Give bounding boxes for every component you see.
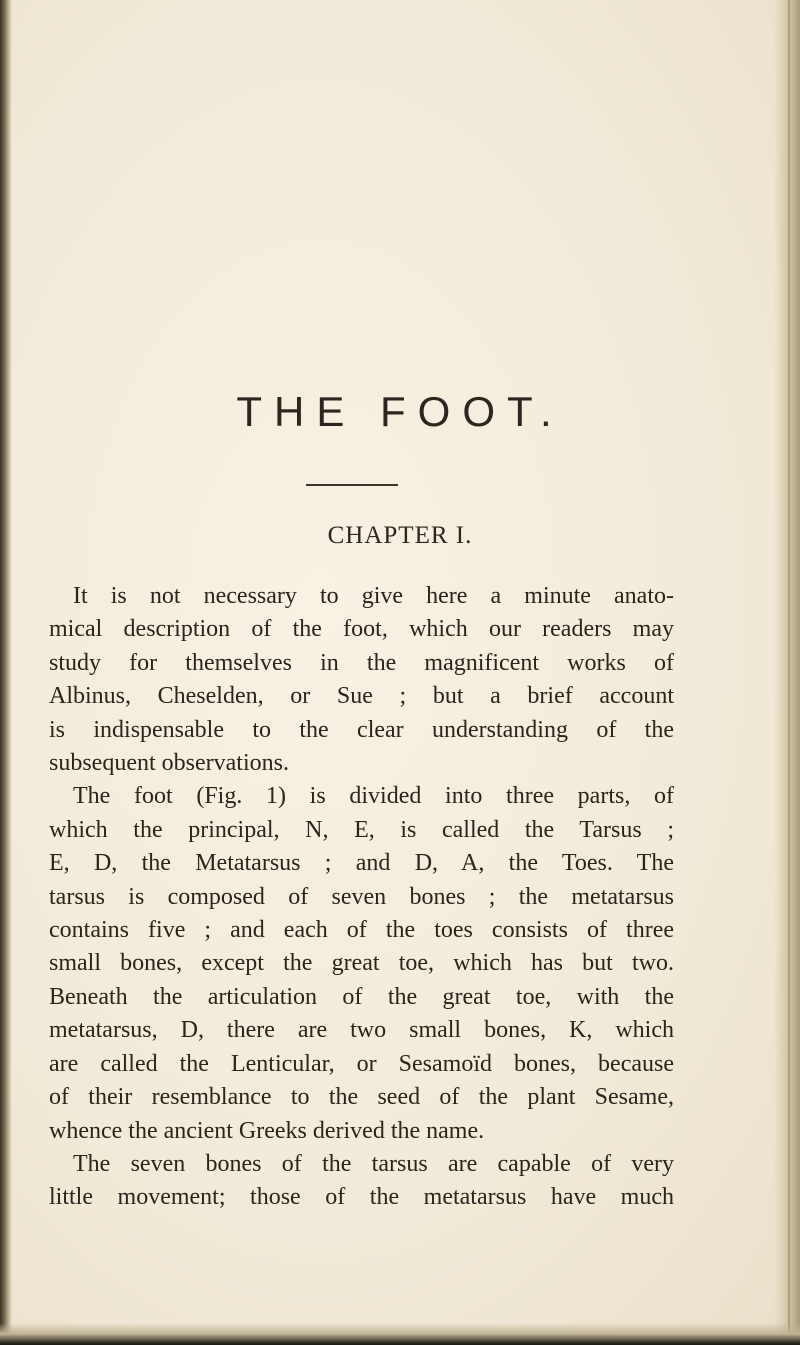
- text-line: E, D, the Metatarsus ; and D, A, the Toes. The: [49, 850, 674, 877]
- text-line: contains five ; and each of the toes consists of three: [49, 917, 674, 944]
- text-line: The foot (Fig. 1) is divided into three parts, of: [73, 783, 674, 810]
- text-line: is indispensable to the clear understanding of the: [49, 716, 674, 743]
- title-divider: [306, 484, 398, 486]
- page-title: THE FOOT.: [236, 388, 564, 435]
- text-line: tarsus is composed of seven bones ; the metatarsus: [49, 883, 674, 910]
- text-line: whence the ancient Greeks derived the name.: [49, 1117, 485, 1144]
- page-bottom-shadow: [0, 1323, 800, 1345]
- text-line: of their resemblance to the seed of the plant Sesame,: [49, 1084, 674, 1111]
- body-text: [49, 580, 674, 1215]
- text-line: The seven bones of the tarsus are capable of very: [73, 1150, 674, 1177]
- page-edge-shadow: [774, 0, 800, 1345]
- text-line: metatarsus, D, there are two small bones, K, which: [49, 1017, 674, 1044]
- text-line: Beneath the articulation of the great toe, with the: [49, 983, 674, 1010]
- text-line: little movement; those of the metatarsus have much: [49, 1184, 674, 1211]
- chapter-heading: CHAPTER I.: [327, 522, 473, 549]
- page-binding-shadow: [0, 0, 12, 1345]
- text-line: are called the Lenticular, or Sesamoïd bones, because: [49, 1050, 674, 1077]
- text-line: subsequent observations.: [49, 750, 289, 777]
- text-line: It is not necessary to give here a minute anato-: [73, 583, 674, 609]
- text-line: small bones, except the great toe, which has but two.: [49, 950, 674, 977]
- text-line: mical description of the foot, which our readers may: [49, 616, 674, 643]
- text-line: study for themselves in the magnificent works of: [49, 649, 674, 676]
- text-line: Albinus, Cheselden, or Sue ; but a brief account: [49, 683, 674, 710]
- text-line: which the principal, N, E, is called the Tarsus ;: [49, 816, 674, 843]
